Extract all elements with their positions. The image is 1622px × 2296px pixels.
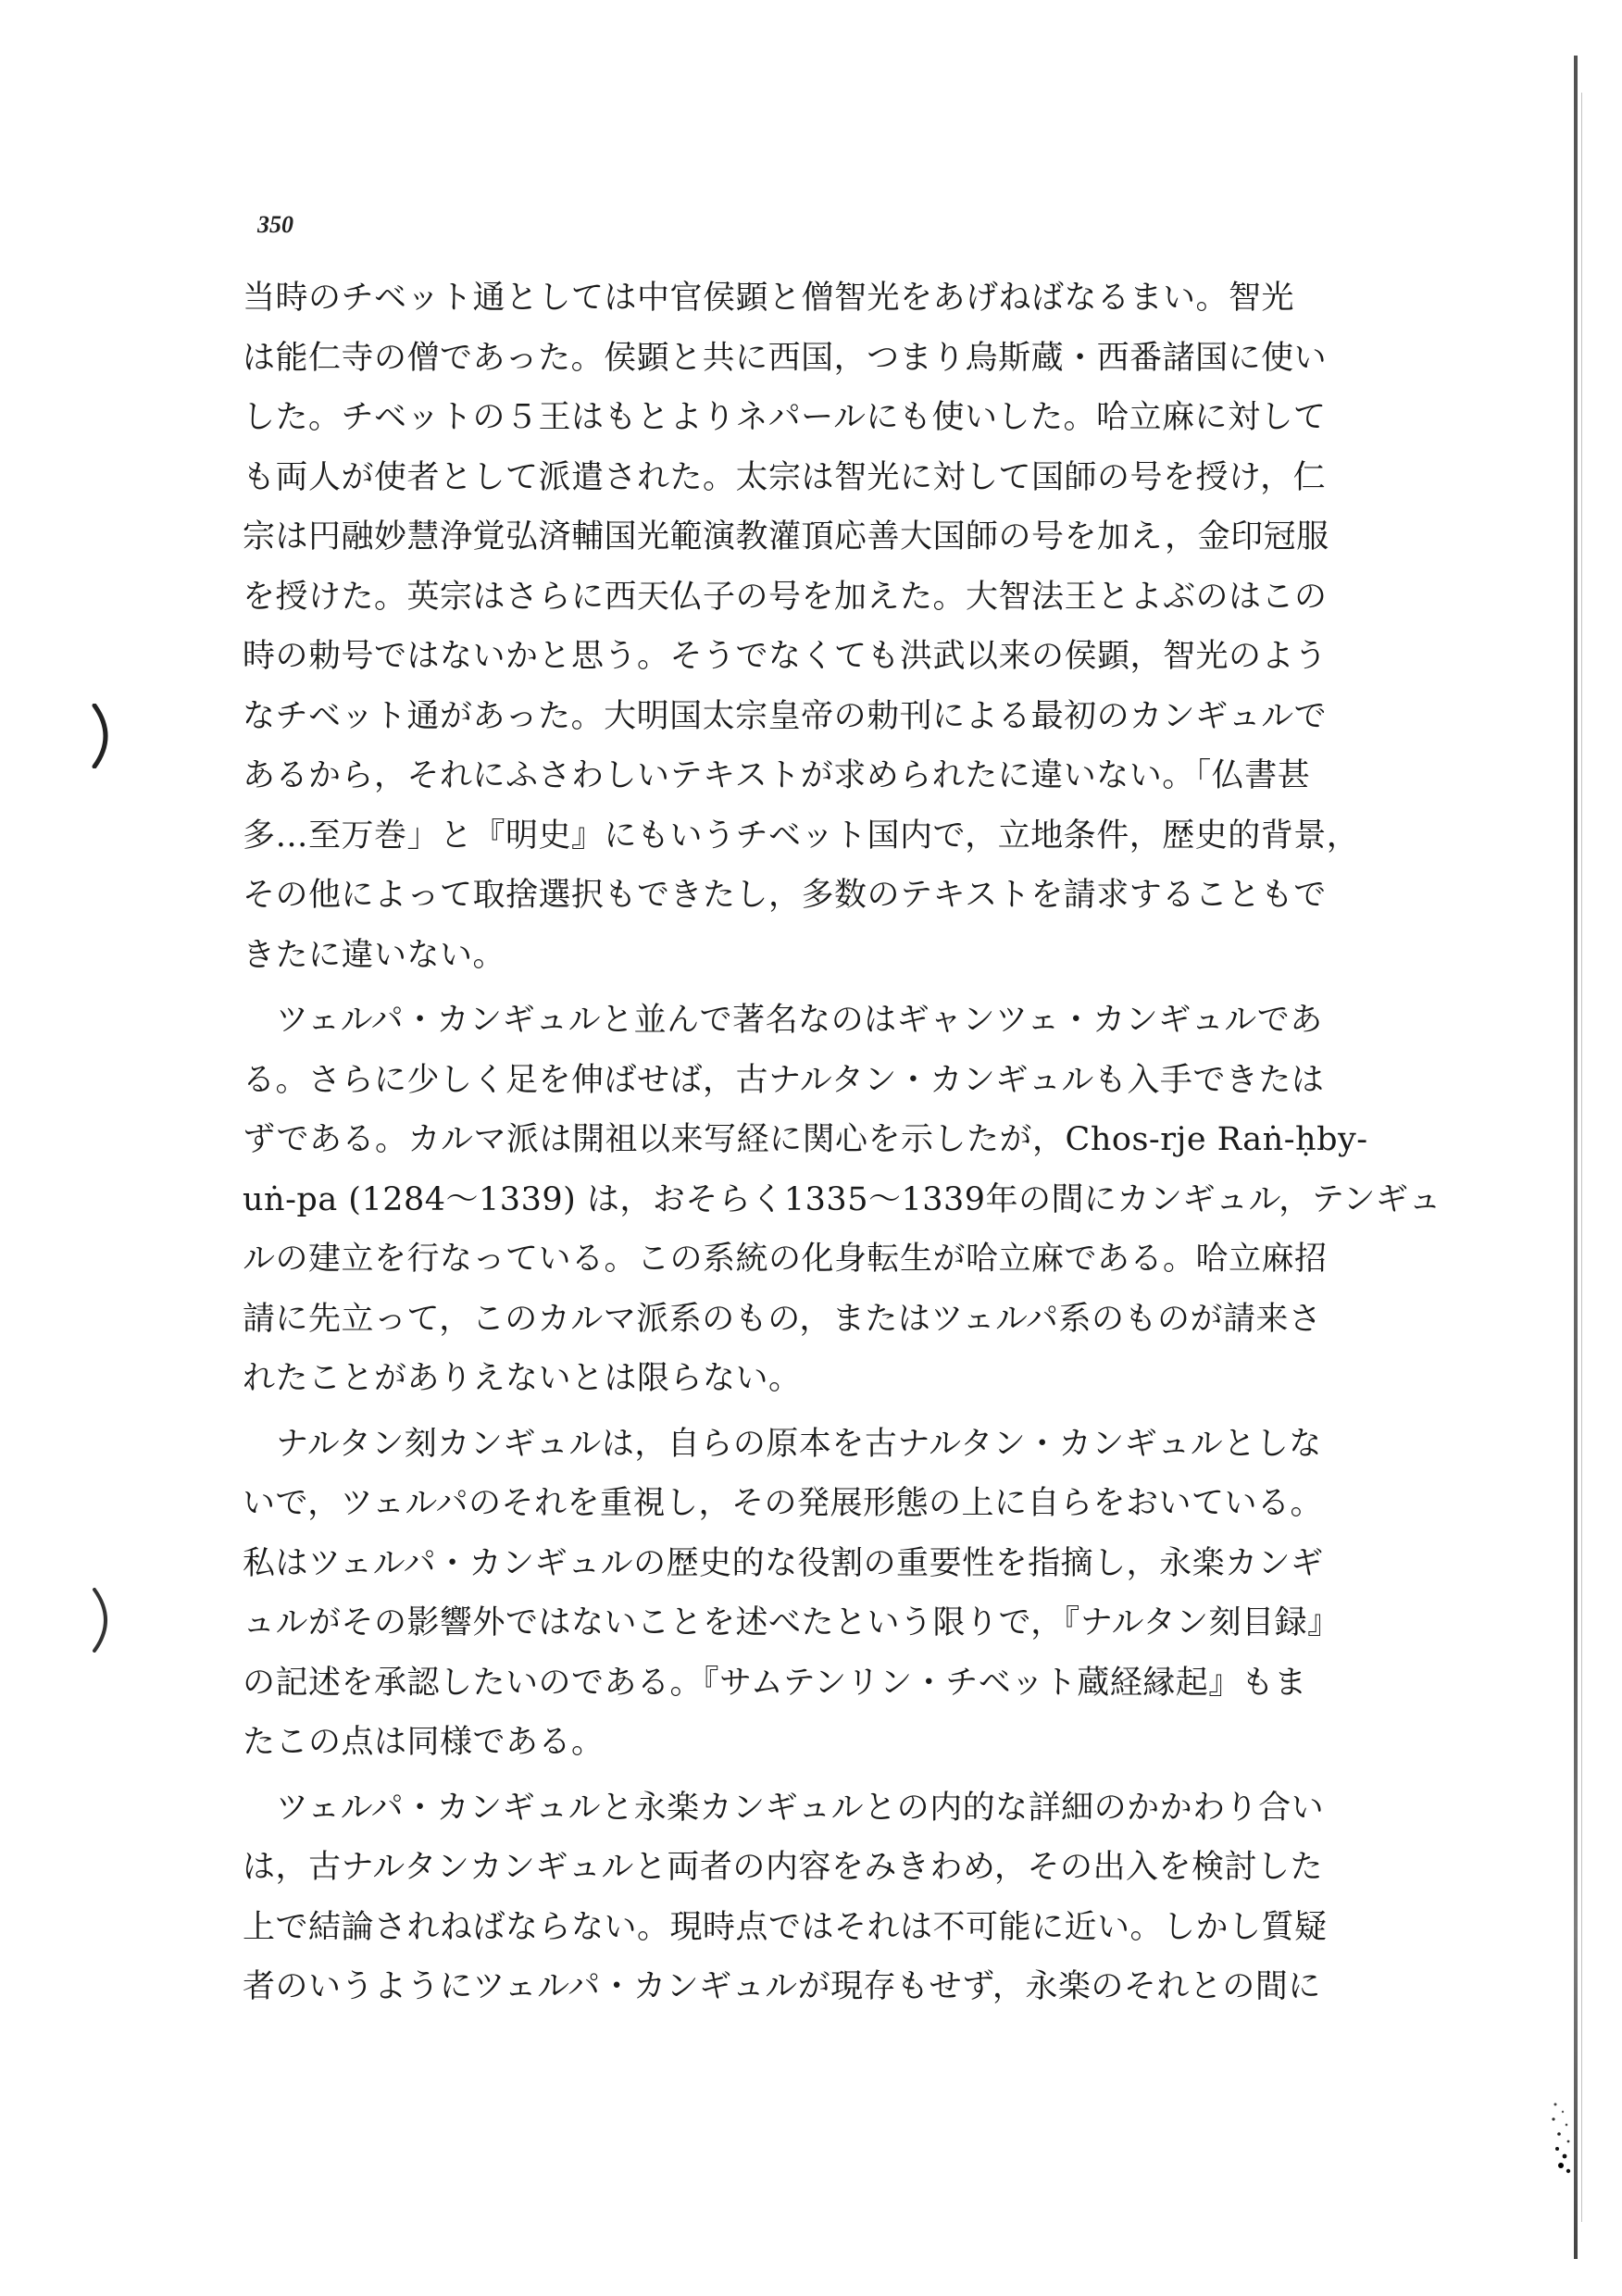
text-line: は，古ナルタンカンギュルと両者の内容をみきわめ，その出入を検討した [243, 1849, 1323, 1886]
text-line: きたに違いない。 [243, 936, 506, 974]
text-line: ツェルパ・カンギュルと並んで著名なのはギャンツェ・カンギュルであ [276, 1002, 1323, 1039]
text-line: 宗は円融妙慧浄覚弘済輔国光範演教灌頂応善大国師の号を加え，金印冠服 [243, 518, 1329, 555]
binding-mark-icon [91, 1588, 119, 1653]
text-line: 多…至万巻」と『明史』にもいうチベット国内で，立地条件，歴史的背景， [243, 817, 1360, 855]
text-line: 時の勅号ではないかと思う。そうでなくても洪武以来の侯顕，智光のよう [243, 638, 1328, 675]
scan-edge-rule [1574, 56, 1578, 2259]
text-line: れたことがありえないとは限らない。 [243, 1360, 802, 1397]
text-line: る。さらに少しく足を伸ばせば，古ナルタン・カンギュルも入手できたは [243, 1061, 1325, 1099]
scan-speckle-icon [1546, 2097, 1583, 2180]
body-text [243, 268, 1441, 2017]
binding-mark-icon [91, 704, 119, 768]
text-line: の記述を承認したいのである。『サムテンリン・チベット蔵経縁起』もま [243, 1664, 1307, 1702]
text-line: あるから，それにふさわしいテキストが求められたに違いない。「仏書甚 [243, 757, 1311, 794]
text-line: 上で結論されねばならない。現時点ではそれは不可能に近い。しかし質疑 [243, 1908, 1328, 1946]
text-line: 請に先立って，このカルマ派系のもの，またはツェルパ系のものが請来さ [243, 1300, 1322, 1338]
text-line: した。チベットの５王はもとよりネパールにも使いした。哈立麻に対して [243, 399, 1327, 436]
text-line: いで，ツェルパのそれを重視し，その発展形態の上に自らをおいている。 [243, 1485, 1323, 1522]
text-line: たこの点は同様である。 [243, 1724, 605, 1761]
text-line: を授けた。英宗はさらに西天仏子の号を加えた。大智法王とよぶのはこの [243, 578, 1328, 616]
text-line: なチベット通があった。大明国太宗皇帝の勅刊による最初のカンギュルで [243, 697, 1328, 735]
text-line: 者のいうようにツェルパ・カンギュルが現存もせず，永楽のそれとの間に [243, 1968, 1321, 2005]
text-line: ずである。カルマ派は開祖以来写経に関心を示したが，Chos-rje Raṅ-ḥby- [243, 1121, 1368, 1158]
text-line: ナルタン刻カンギュルは，自らの原本を古ナルタン・カンギュルとしな [276, 1425, 1322, 1463]
text-line: ュルがその影響外ではないことを述べたという限りで，『ナルタン刻目録』 [243, 1604, 1341, 1641]
text-line: 私はツェルパ・カンギュルの歴史的な役割の重要性を指摘し，永楽カンギ [243, 1544, 1324, 1582]
text-line: 当時のチベット通としては中官侯顕と僧智光をあげねばなるまい。智光 [243, 280, 1295, 317]
text-line: も両人が使者として派遣された。太宗は智光に対して国師の号を授け，仁 [243, 458, 1327, 496]
text-line: その他によって取捨選択もできたし，多数のテキストを請求することもで [243, 877, 1327, 914]
text-line: ツェルパ・カンギュルと永楽カンギュルとの内的な詳細のかかわり合い [276, 1789, 1325, 1827]
text-line: は能仁寺の僧であった。侯顕と共に西国，つまり烏斯蔵・西番諸国に使い [243, 339, 1328, 377]
text-line: ルの建立を行なっている。この系統の化身転生が哈立麻である。哈立麻招 [243, 1241, 1328, 1278]
page-number: 350 [257, 211, 293, 238]
text-line: uṅ-pa (1284〜1339) は，おそらく1335〜1339年の間にカンギュル，テンギュ [243, 1180, 1441, 1218]
scan-edge-rule-secondary [1581, 93, 1582, 2222]
